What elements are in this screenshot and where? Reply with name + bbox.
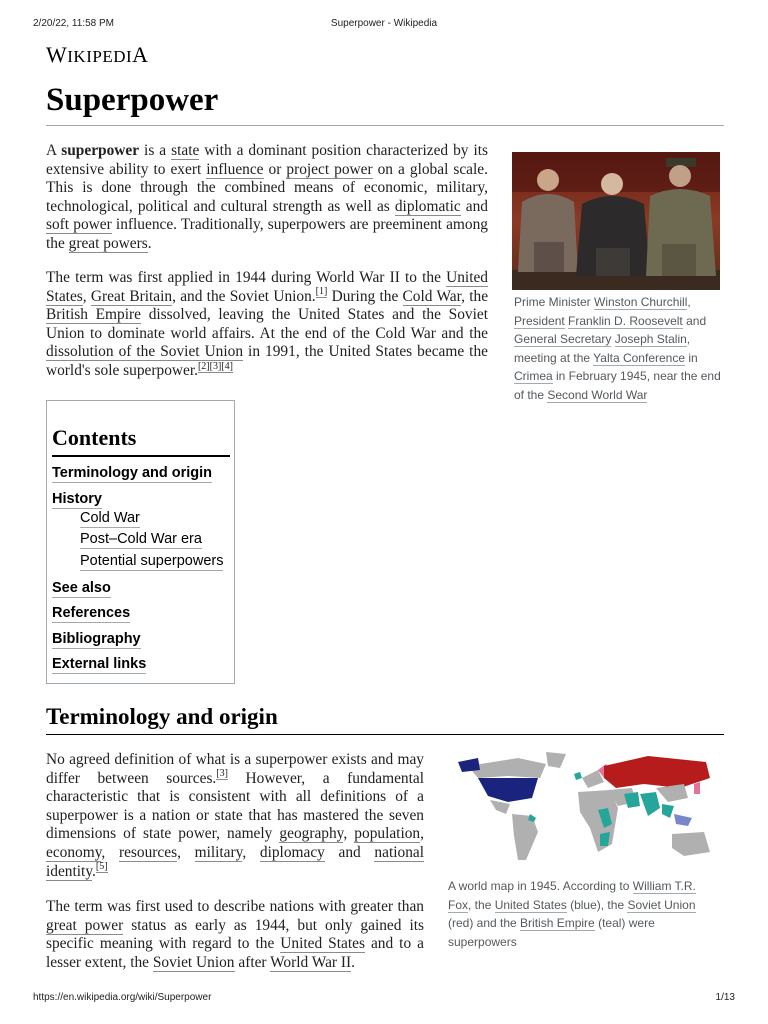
wikipedia-logo[interactable]: WIKIPEDIA [46, 42, 149, 67]
reference-3b[interactable]: [3] [216, 768, 228, 780]
world-map-1945[interactable] [448, 748, 720, 876]
caption-link-crimea[interactable]: Crimea [514, 369, 553, 383]
link-british-empire[interactable]: British Empire [46, 306, 141, 324]
link-national-identity[interactable]: national identity [46, 843, 424, 880]
section-heading-terminology: Terminology and origin [46, 703, 724, 735]
caption-link-british-empire[interactable]: British Empire [520, 916, 595, 930]
caption-link-president[interactable]: President [514, 313, 565, 328]
caption-link-roosevelt[interactable]: Franklin D. Roosevelt [568, 313, 683, 328]
toc-item-post-cold-war-era[interactable]: Post–Cold War era [80, 531, 202, 547]
intro-paragraph-2: The term was first applied in 1944 during World War II to the United States, Great Britain, and the Soviet Union.[1] During the Cold War, the British Empire dissolved, leaving the United States and the Soviet Union to dominate world affairs. At the end of the Cold War and the dissolution of the Soviet Union in 1991, the United States became the world's sole superpower.[2][3][4] [46, 269, 489, 379]
world-map-illustration [448, 748, 720, 876]
reference-5[interactable]: [5] [95, 861, 108, 873]
link-influence[interactable]: influence [206, 160, 264, 178]
print-doc-title: Superpower - Wikipedia [330, 18, 438, 29]
toc-item-terminology-and-origin[interactable]: Terminology and origin [52, 465, 213, 481]
figure-1-caption: Prime Minister Winston Churchill, President Franklin D. Roosevelt and General Secretary Joseph Stalin, meeting at the Yalta Conference in Crimea in February 1945, near the end of the Second World War [514, 295, 721, 402]
link-world-war-ii[interactable]: World War II [270, 953, 352, 971]
print-header [0, 18, 768, 32]
toc-item-cold-war[interactable]: Cold War [80, 510, 140, 526]
link-cold-war[interactable]: Cold War [402, 287, 462, 305]
link-military[interactable]: military [194, 843, 243, 861]
figure-2-caption: A world map in 1945. According to William T.R. Fox, the United States (blue), the Soviet Union (red) and the British Empire (teal) were superpowers [448, 879, 696, 949]
reference-3[interactable]: [3] [209, 360, 222, 372]
terminology-paragraph-1: No agreed definition of what is a superpower exists and may differ between sources.[3] However, a fundamental characteristic that is consistent with all definitions of a superpower is a nation or state that has mastered the seven dimensions of state power, namely geography, population, economy, resources, military, diplomacy and national identity.[5] [46, 751, 424, 880]
print-page-number: 1/13 [715, 992, 735, 1003]
print-datetime: 2/20/22, 11:58 PM [33, 18, 114, 29]
link-economy[interactable]: economy [46, 843, 102, 861]
link-soft-power[interactable]: soft power [46, 216, 112, 234]
toc-item-history[interactable]: History [52, 491, 102, 507]
print-footer [0, 992, 768, 1006]
link-united-states[interactable]: United States [46, 269, 488, 305]
terminology-paragraph-2: The term was first used to describe nations with greater than great power status as early as 1944, but only gained its specific meaning with regard to the United States and to a lesser extent, the Soviet Union after World War II. [46, 898, 424, 971]
caption-link-fox[interactable]: William T.R. Fox [448, 879, 696, 912]
link-project-power[interactable]: project power [286, 160, 373, 178]
intro-paragraph-1: A superpower is a state with a dominant position characterized by its extensive ability to exert influence or project power on a global scale. This is done through the combined means of economic, military, technological, political and cultural strength as well as diplomatic and soft power influence. Traditionally, superpowers are preeminent among the great powers. [46, 142, 489, 252]
print-url: https://en.wikipedia.org/wiki/Superpower [33, 992, 212, 1003]
yalta-photo-illustration [512, 152, 720, 290]
link-great-britain[interactable]: Great Britain [90, 287, 173, 305]
caption-link-general-secretary[interactable]: General Secretary [514, 332, 612, 346]
link-great-power[interactable]: great power [46, 916, 124, 934]
toc-item-see-also[interactable]: See also [52, 580, 111, 596]
table-of-contents [46, 400, 235, 684]
toc-item-potential-superpowers[interactable]: Potential superpowers [80, 553, 224, 569]
link-soviet-union[interactable]: Soviet Union [152, 953, 235, 971]
link-diplomatic[interactable]: diplomatic [394, 197, 461, 215]
caption-link-yalta[interactable]: Yalta Conference [593, 350, 686, 365]
yalta-conference-photo[interactable] [512, 152, 720, 290]
toc-item-bibliography[interactable]: Bibliography [52, 631, 141, 647]
toc-title: Contents [52, 425, 230, 457]
reference-1[interactable]: [1] [315, 286, 328, 298]
link-great-powers[interactable]: great powers [68, 234, 148, 252]
link-diplomacy[interactable]: diplomacy [259, 843, 325, 861]
link-dissolution-soviet-union[interactable]: dissolution of the Soviet Union [46, 343, 244, 361]
page-title: Superpower [46, 80, 724, 126]
link-united-states-2[interactable]: United States [280, 935, 365, 953]
caption-link-second-world-war[interactable]: Second World War [547, 387, 648, 402]
caption-link-stalin[interactable]: Joseph Stalin [614, 332, 687, 346]
caption-link-churchill[interactable]: Winston Churchill [594, 295, 688, 309]
link-resources[interactable]: resources [118, 843, 178, 861]
reference-4[interactable]: [4] [221, 360, 233, 372]
link-geography[interactable]: geography [279, 825, 344, 843]
toc-item-external-links[interactable]: External links [52, 656, 147, 672]
toc-item-references[interactable]: References [52, 605, 131, 621]
caption-link-soviet-union[interactable]: Soviet Union [627, 897, 696, 912]
link-state[interactable]: state [171, 142, 200, 159]
reference-2[interactable]: [2] [197, 360, 210, 372]
link-population[interactable]: population [354, 825, 421, 843]
caption-link-united-states[interactable]: United States [494, 897, 567, 912]
